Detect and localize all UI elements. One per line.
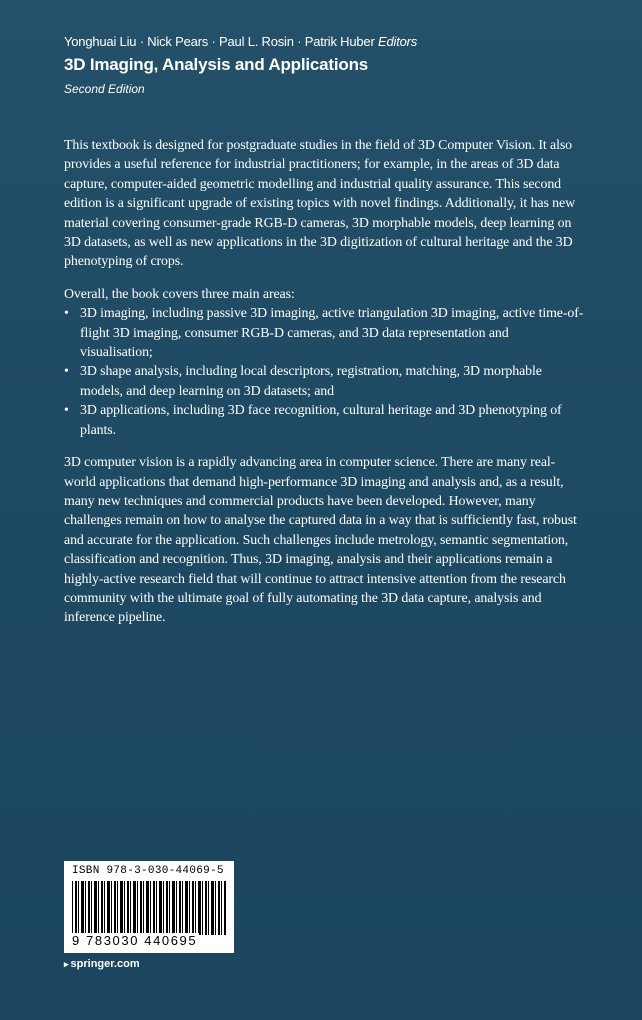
publisher-link[interactable] <box>64 958 140 970</box>
book-title: 3D Imaging, Analysis and Applications <box>64 55 369 74</box>
list-item-text: 3D imaging, including passive 3D imaging, active triangulation 3D imaging, active time-of-flight 3D imaging, consumer RGB-D cameras, and 3D data representation and visualisation; <box>80 306 584 361</box>
barcode-digits: 9 783030 440695 <box>72 933 198 948</box>
list-item-text: 3D applications, including 3D face recognition, cultural heritage and 3D phenotyping of plants. <box>80 403 562 438</box>
blurb-paragraph-3: 3D computer vision is a rapidly advancing area in computer science. There are many real-world applications that demand high-performance 3D imaging and analysis and, as a result, many new techniques and commercial products have been developed. However, many challenges remain on how to analyse the captured data in a way that is sufficiently fast, robust and accurate for the application. Such challenges include metrology, semantic segmentation, classification and recognition. Thus, 3D imaging, analysis and their applications remain a highly-active research field that will continue to attract intensive attention from the research community with the ultimate goal of fully automating the 3D data capture, analysis and inference pipeline. <box>64 455 577 626</box>
isbn-number: ISBN 978-3-030-44069-5 <box>72 865 224 877</box>
list-item <box>64 401 584 440</box>
editors-role: Editors <box>378 34 418 49</box>
edition-label: Second Edition <box>64 82 145 96</box>
barcode-bars <box>72 881 226 935</box>
blurb-text <box>64 136 584 641</box>
editors-names: Yonghuai Liu · Nick Pears · Paul L. Rosin · Patrik Huber <box>64 34 375 49</box>
editors-line <box>64 34 417 49</box>
isbn-barcode <box>64 861 234 953</box>
topics-list <box>64 304 584 440</box>
blurb-paragraph-2: Overall, the book covers three main areas: <box>64 286 295 302</box>
list-item <box>64 362 584 401</box>
arrow-icon: ▸ <box>64 959 69 969</box>
bullet-icon: • <box>64 403 69 419</box>
list-item-text: 3D shape analysis, including local descriptors, registration, matching, 3D morphable models, and deep learning on 3D datasets; and <box>80 364 542 399</box>
bullet-icon: • <box>64 364 69 380</box>
bullet-icon: • <box>64 306 69 322</box>
blurb-paragraph-1: This textbook is designed for postgraduate studies in the field of 3D Computer Vision. It also provides a useful reference for industrial practitioners; for example, in the areas of 3D data capture, computer-aided geometric modelling and industrial quality assurance. This second edition is a significant upgrade of existing topics with novel findings. Additionally, it has new material covering consumer-grade RGB-D cameras, 3D morphable models, deep learning on 3D datasets, as well as new applications in the 3D digitization of cultural heritage and the 3D phenotyping of crops. <box>64 138 575 270</box>
publisher-url: springer.com <box>70 958 140 970</box>
list-item <box>64 304 584 362</box>
